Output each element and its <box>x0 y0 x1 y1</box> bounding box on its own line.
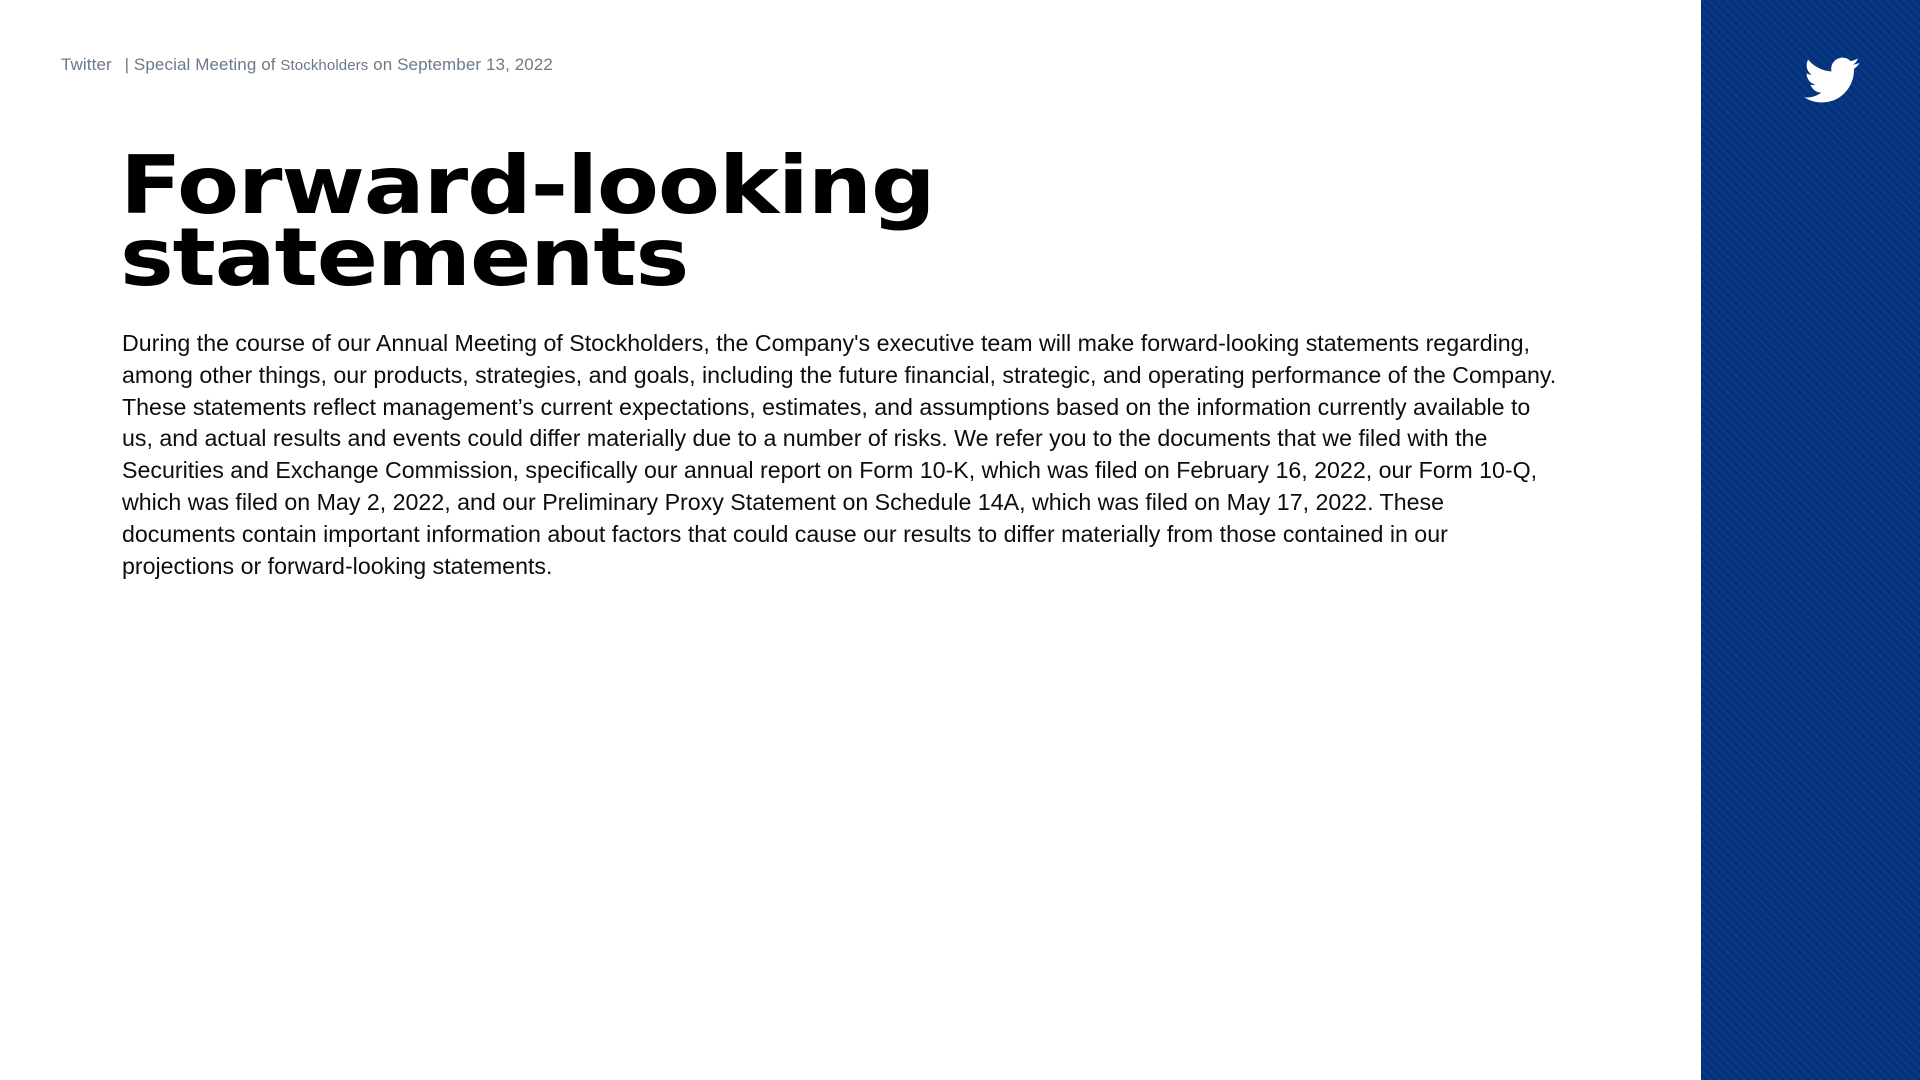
brand-sidebar <box>1701 0 1920 1080</box>
twitter-bird-icon <box>1804 57 1860 103</box>
header-meeting-prefix: | Special Meeting of <box>124 55 276 74</box>
page-title-line-2: statements <box>120 211 689 304</box>
page-title-line-1: Forward-looking <box>120 139 935 232</box>
slide-header <box>61 55 553 75</box>
body-paragraph: During the course of our Annual Meeting of Stockholders, the Company's executive team will make forward-looking statements regarding, among other things, our products, strategies, and goals, including the future financial, strategic, and operating performance of the Company. These statements reflect management’s current expectations, estimates, and assumptions based on the information currently available to us, and actual results and events could differ materially due to a number of risks. We refer you to the documents that we filed with the Securities and Exchange Commission, specifically our annual report on Form 10-K, which was filed on February 16, 2022, our Form 10-Q, which was filed on May 2, 2022, and our Preliminary Proxy Statement on Schedule 14A, which was filed on May 17, 2022. These documents contain important information about factors that could cause our results to differ materially from those contained in our projections or forward-looking statements. <box>122 330 1557 579</box>
page-title <box>120 139 935 304</box>
header-brand: Twitter <box>61 55 112 74</box>
header-meeting-suffix: on September 13, 2022 <box>373 55 553 74</box>
header-meeting-stockholders: Stockholders <box>280 57 369 74</box>
